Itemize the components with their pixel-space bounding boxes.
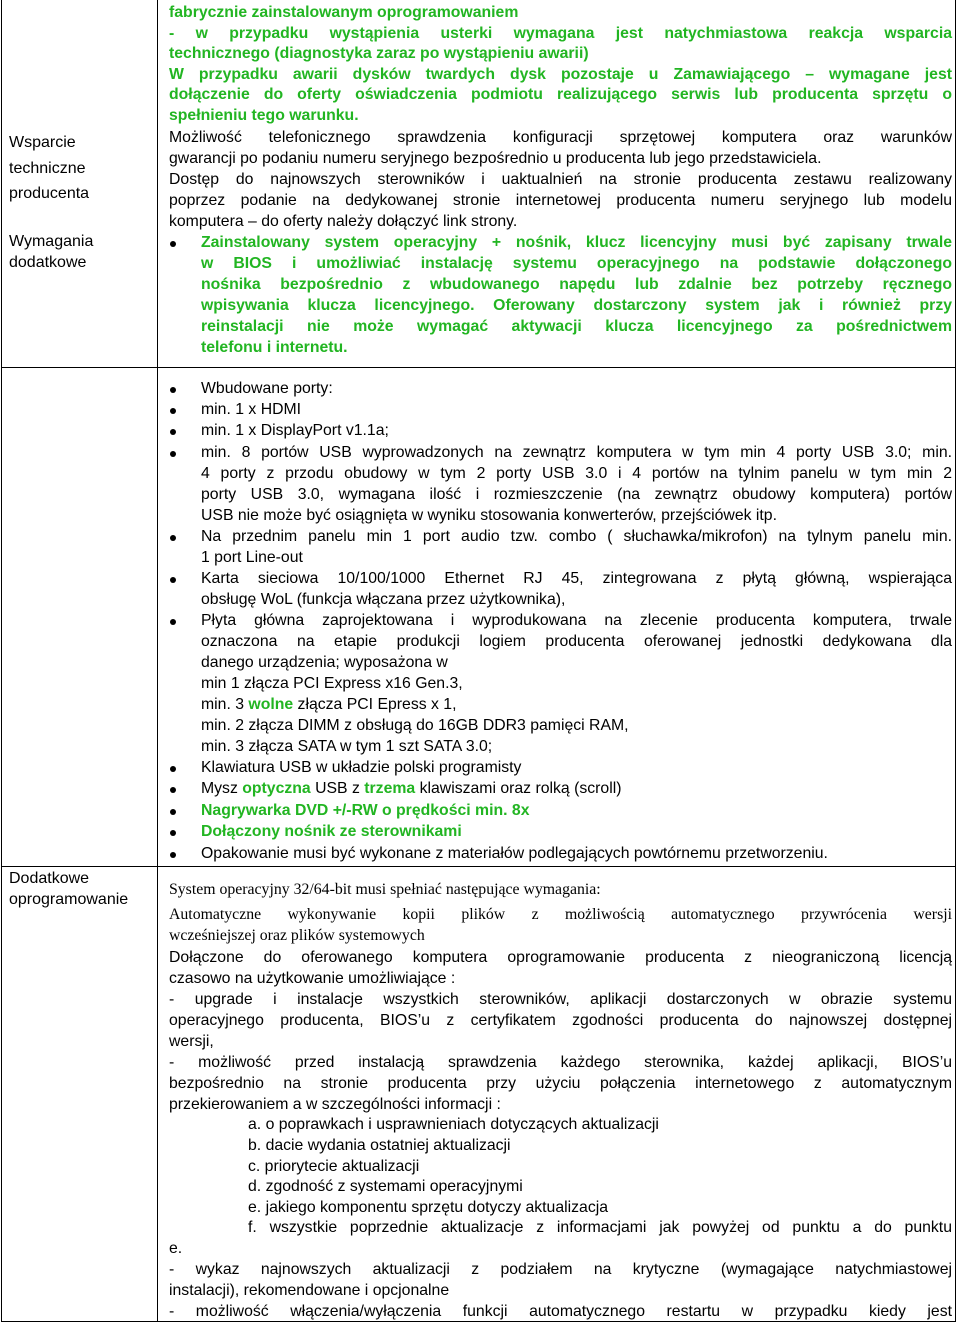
bullet-icon <box>169 570 179 590</box>
list-item: e. jakiego komponentu sprzętu dotyczy aktualizacja <box>248 1199 609 1216</box>
list-item: Klawiatura USB w układzie polski programisty <box>201 759 522 776</box>
list-item: Karta sieciowa 10/100/1000 Ethernet RJ 45, zintegrowana z płytą główną, wspierająca <box>201 570 952 587</box>
bullet-icon <box>169 759 179 779</box>
list-item: Dołączony nośnik ze sterownikami <box>201 823 462 840</box>
bullet-icon <box>169 234 179 254</box>
row-divider <box>1 866 956 867</box>
list-item: Na przednim panelu min 1 port audio tzw. combo ( słuchawka/mikrofon) na tylnym panelu min. <box>201 528 952 545</box>
support-line: fabrycznie zainstalowanym oprogramowaniem <box>169 4 519 21</box>
list-item: min. 1 x HDMI <box>201 401 302 418</box>
bullet-icon <box>169 444 179 464</box>
column-divider <box>157 0 158 1322</box>
bullet-icon <box>169 802 179 822</box>
list-item: f. wszystkie poprzednie aktualizacje z informacjami jak powyżej od punktu a do punktu <box>248 1219 952 1236</box>
list-item: a. o poprawkach i usprawnieniach dotyczących aktualizacji <box>248 1116 659 1133</box>
support-line: Możliwość telefonicznego sprawdzenia konfiguracji sprzętowej komputera oraz warunków <box>169 129 952 146</box>
list-item: d. zgodność z systemami operacyjnymi <box>248 1178 523 1195</box>
support-line: Dostęp do najnowszych sterowników i uaktualnień na stronie producenta zestawu realizowany <box>169 171 952 188</box>
support-line: poprzez podanie na dedykowanej stronie internetowej producenta numeru seryjnego lub modelu <box>169 192 952 209</box>
list-item: min. 1 x DisplayPort v1.1a; <box>201 422 389 439</box>
support-line: dołączenie do oferty oświadczenia podmiotu realizującego serwis lub producenta sprzętu o <box>169 86 952 103</box>
list-item: Mysz optyczna USB z trzema klawiszami oraz rolką (scroll) <box>201 780 622 797</box>
list-item: c. priorytecie aktualizacji <box>248 1158 420 1175</box>
support-line: W przypadku awarii dysków twardych dysk pozostaje u Zamawiającego – wymagane jest <box>169 66 952 83</box>
row-divider <box>1 367 956 368</box>
bullet-icon <box>169 845 179 865</box>
list-item: Wbudowane porty: <box>201 380 333 397</box>
list-item: Płyta główna zaprojektowana i wyprodukowana na zlecenie producenta komputera, trwale <box>201 612 952 629</box>
list-item: Opakowanie musi być wykonane z materiałów podlegających powtórnemu przetworzeniu. <box>201 845 828 862</box>
support-line: technicznego (diagnostyka zaraz po wystąpieniu awarii) <box>169 45 589 62</box>
bullet-icon <box>169 528 179 548</box>
list-item: Nagrywarka DVD +/-RW o prędkości min. 8x <box>201 802 530 819</box>
os-requirements-heading: System operacyjny 32/64-bit musi spełniać następujące wymagania: <box>169 881 601 898</box>
label-software: Dodatkowe oprogramowanie <box>9 870 129 908</box>
bullet-icon <box>169 612 179 632</box>
list-item: b. dacie wydania ostatniej aktualizacji <box>248 1137 511 1154</box>
bullet-icon <box>169 380 179 400</box>
label-requirements: Wymagania dodatkowe <box>9 233 94 271</box>
support-line: gwarancji po podaniu numeru seryjnego bezpośrednio u producenta lub jego przedstawiciela. <box>169 150 822 167</box>
support-line: komputera – do oferty należy dołączyć link strony. <box>169 213 518 230</box>
bullet-icon <box>169 780 179 800</box>
list-item: min. 8 portów USB wyprowadzonych na zewnątrz komputera w tym min 4 porty USB 3.0; min. <box>201 444 952 461</box>
label-support: Wsparcie techniczne producenta <box>9 134 90 202</box>
support-line: spełnieniu tego warunku. <box>169 107 359 124</box>
bullet-icon <box>169 401 179 421</box>
bullet-icon <box>169 823 179 843</box>
bullet-icon <box>169 422 179 442</box>
support-line: - w przypadku wystąpienia usterki wymagana jest natychmiastowa reakcja wsparcia <box>169 25 952 42</box>
